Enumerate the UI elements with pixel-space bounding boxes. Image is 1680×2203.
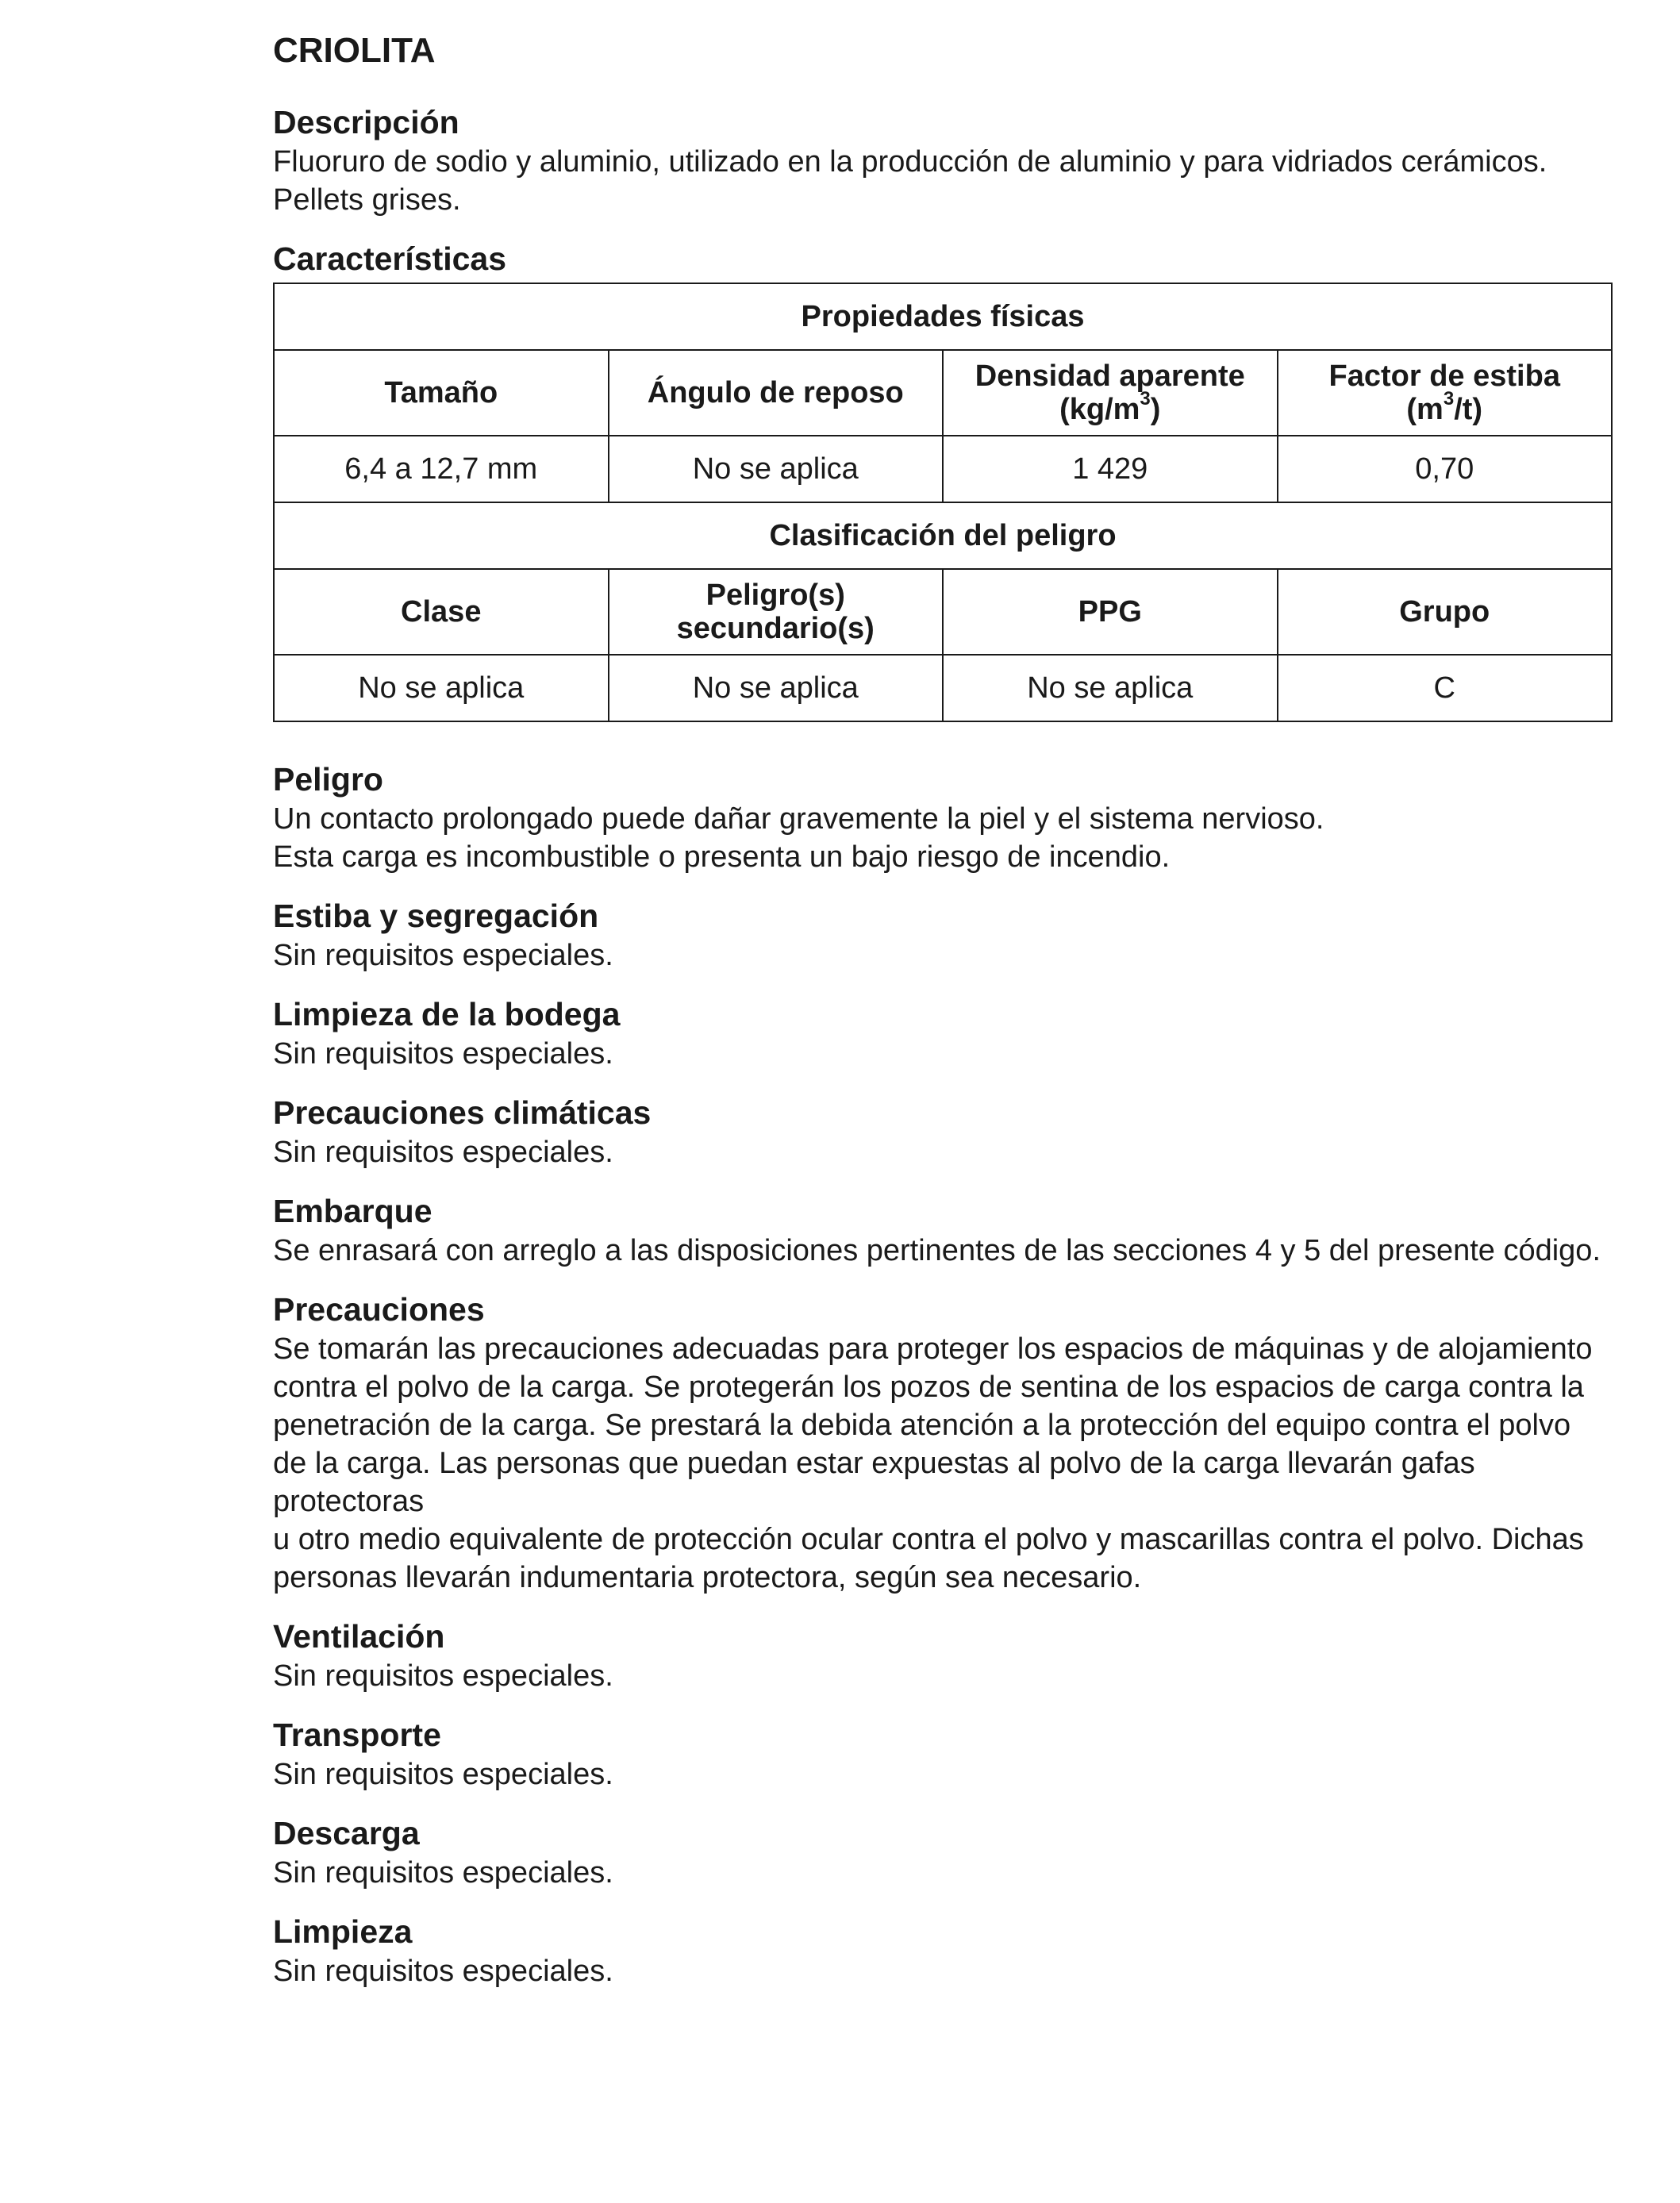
value-class: No se aplica [274,655,609,721]
section-heading-limpieza-bodega: Limpieza de la bodega [273,996,621,1032]
text-line: penetración de la carga. Se prestará la debida atención a la protección del equipo contra el polvo [273,1409,1571,1442]
table-row [274,436,1612,502]
header-angle: Ángulo de reposo [609,350,944,436]
header-secondary-line: Peligro(s) [705,579,845,612]
hazard-classification-band: Clasificación del peligro [274,502,1612,569]
header-stowage [1278,350,1613,436]
section-precauciones [273,1289,1613,1597]
section-heading-descarga: Descarga [273,1815,420,1851]
header-secondary-line: secundario(s) [676,612,875,645]
section-descripcion [273,102,1613,219]
table-header-row [274,569,1612,655]
value-secondary-hazard: No se aplica [609,655,944,721]
text-line: Un contacto prolongado puede dañar gravemente la piel y el sistema nervioso. [273,802,1324,836]
section-text-peligro [273,800,1613,876]
header-density-label: Densidad aparente [975,359,1245,393]
section-transporte [273,1714,1613,1794]
section-heading-embarque: Embarque [273,1193,432,1229]
section-text-estiba: Sin requisitos especiales. [273,939,613,972]
text-line: u otro medio equivalente de protección ocular contra el polvo y mascarillas contra el polvo. Dichas [273,1523,1584,1556]
document-title: CRIOLITA [273,31,436,70]
section-text-precauciones-climaticas: Sin requisitos especiales. [273,1136,613,1169]
physical-properties-band: Propiedades físicas [274,283,1612,350]
table-band-row [274,283,1612,350]
section-heading-precauciones: Precauciones [273,1291,485,1328]
section-heading-peligro: Peligro [273,761,383,798]
section-text-descripcion [273,143,1613,219]
section-text-embarque: Se enrasará con arreglo a las disposiciones pertinentes de las secciones 4 y 5 del presente código. [273,1234,1601,1267]
section-heading-limpieza: Limpieza [273,1913,413,1950]
section-text-limpieza: Sin requisitos especiales. [273,1955,613,1988]
text-line: Esta carga es incombustible o presenta un bajo riesgo de incendio. [273,840,1171,874]
table-row [274,655,1612,721]
text-line: contra el polvo de la carga. Se protegerán los pozos de sentina de los espacios de carga contra la [273,1371,1584,1404]
section-ventilacion [273,1616,1613,1695]
table-band-row [274,502,1612,569]
text-line: personas llevarán indumentaria protectora, según sea necesario. [273,1561,1142,1594]
section-precauciones-climaticas [273,1092,1613,1171]
unit-text: /t) [1454,393,1483,426]
section-heading-precauciones-climaticas: Precauciones climáticas [273,1094,652,1131]
section-heading-caracteristicas: Características [273,240,507,277]
text-line: Se tomarán las precauciones adecuadas para proteger los espacios de máquinas y de alojamiento [273,1332,1593,1366]
header-size: Tamaño [274,350,609,436]
header-stowage-unit [1406,388,1483,426]
unit-text: (m [1406,393,1444,426]
header-stowage-label: Factor de estiba [1328,359,1560,393]
section-estiba [273,895,1613,975]
section-limpieza-bodega [273,994,1613,1073]
section-heading-transporte: Transporte [273,1717,441,1753]
text-line: de la carga. Las personas que puedan estar expuestas al polvo de la carga llevarán gafas protectoras [273,1447,1475,1518]
section-text-descarga: Sin requisitos especiales. [273,1856,613,1890]
section-embarque [273,1190,1613,1270]
header-density-unit [1059,388,1161,426]
value-ppg: No se aplica [943,655,1278,721]
section-caracteristicas [273,238,1613,722]
header-density [943,350,1278,436]
section-heading-estiba: Estiba y segregación [273,898,599,934]
value-group: C [1278,655,1613,721]
header-ppg: PPG [943,569,1278,655]
header-secondary-hazard [609,569,944,655]
section-text-precauciones [273,1330,1613,1597]
table-header-row [274,350,1612,436]
text-line: Pellets grises. [273,183,461,217]
section-heading-descripcion: Descripción [273,104,459,140]
section-text-ventilacion: Sin requisitos especiales. [273,1659,613,1693]
unit-superscript: 3 [1443,388,1455,410]
header-group: Grupo [1278,569,1613,655]
section-text-transporte: Sin requisitos especiales. [273,1758,613,1791]
section-heading-ventilacion: Ventilación [273,1618,445,1655]
value-angle: No se aplica [609,436,944,502]
document-body [273,27,1613,2009]
section-descarga [273,1813,1613,1892]
unit-superscript: 3 [1140,388,1151,410]
section-text-limpieza-bodega: Sin requisitos especiales. [273,1037,613,1071]
text-line: Fluoruro de sodio y aluminio, utilizado en la producción de aluminio y para vidriados cerámicos. [273,145,1547,179]
value-stowage: 0,70 [1278,436,1613,502]
section-limpieza [273,1911,1613,1990]
properties-table [273,283,1613,722]
unit-text: (kg/m [1059,393,1140,426]
section-peligro [273,759,1613,876]
value-density: 1 429 [943,436,1278,502]
header-class: Clase [274,569,609,655]
unit-text: ) [1150,393,1161,426]
value-size: 6,4 a 12,7 mm [274,436,609,502]
